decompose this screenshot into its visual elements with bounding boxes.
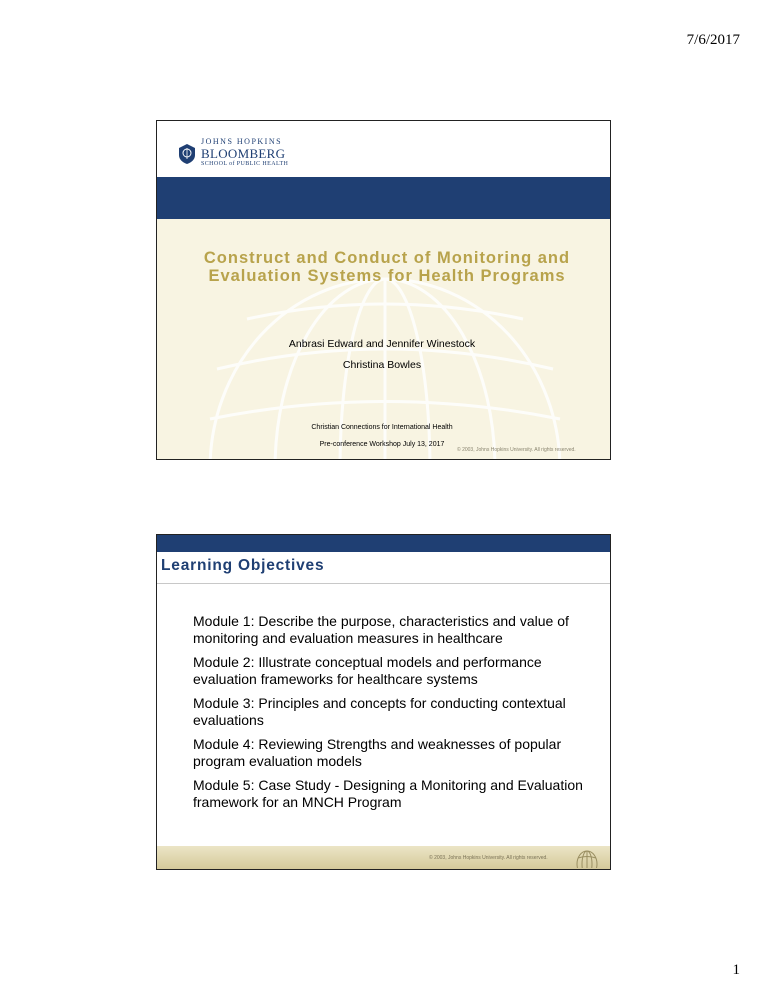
page-number: 1: [732, 962, 740, 978]
copyright-notice: © 2003, Johns Hopkins University. All rights reserved.: [457, 447, 576, 453]
learning-objectives-slide: [156, 534, 611, 870]
event-line-2: Pre-conference Workshop July 13, 2017: [319, 441, 445, 448]
list-item: Module 2: Illustrate conceptual models and performance evaluation frameworks for healthcare systems: [193, 654, 542, 687]
logo-line-3: SCHOOL of PUBLIC HEALTH: [201, 161, 289, 167]
title-line-2: Evaluation Systems for Health Programs: [208, 267, 566, 285]
copyright-notice: © 2003, Johns Hopkins University. All rights reserved.: [429, 855, 548, 861]
authors: [177, 334, 587, 376]
title-line-1: Construct and Conduct of Monitoring and: [203, 249, 571, 267]
slide-footer: [157, 846, 610, 870]
title-slide: [156, 120, 611, 460]
module-list: [193, 613, 603, 818]
page-date: 7/6/2017: [686, 32, 740, 48]
authors-line-2: Christina Bowles: [342, 359, 422, 371]
globe-mark-icon: [575, 848, 599, 868]
university-logo: [201, 138, 288, 167]
header-band: [157, 535, 610, 552]
slide-heading: Learning Objectives: [161, 557, 325, 574]
university-seal-icon: [177, 143, 197, 165]
list-item: Module 5: Case Study - Designing a Monitoring and Evaluation framework for an MNCH Program: [193, 777, 583, 810]
logo-header: [157, 121, 610, 179]
heading-divider: [157, 583, 610, 584]
event-line-1: Christian Connections for International Health: [311, 424, 453, 431]
list-item: Module 1: Describe the purpose, characteristics and value of monitoring and evaluation measures in healthcare: [193, 613, 569, 646]
list-item: Module 3: Principles and concepts for conducting contextual evaluations: [193, 695, 566, 728]
presentation-title: [177, 249, 597, 285]
logo-line-2: BLOOMBERG: [201, 146, 286, 161]
authors-line-1: Anbrasi Edward and Jennifer Winestock: [288, 338, 476, 350]
header-band: [157, 177, 610, 219]
list-item: Module 4: Reviewing Strengths and weaknesses of popular program evaluation models: [193, 736, 562, 769]
logo-line-1: JOHNS HOPKINS: [201, 137, 283, 146]
